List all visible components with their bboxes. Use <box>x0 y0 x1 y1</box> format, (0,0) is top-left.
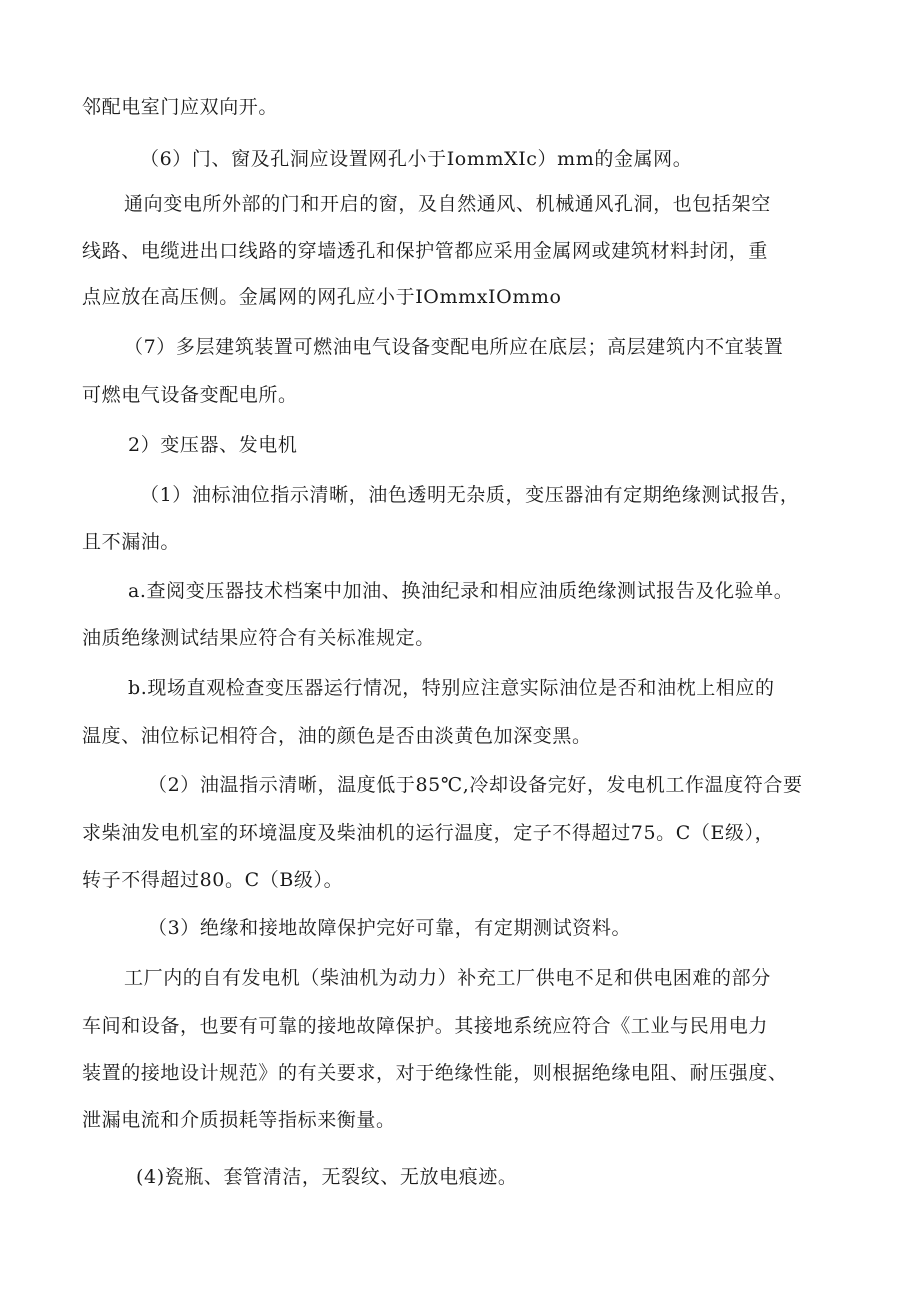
text-line: （6）门、窗及孔洞应设置网孔小于IommXIc）mm的金属网。 <box>140 148 693 170</box>
text-line: 转子不得超过80。C（B级）。 <box>82 869 344 891</box>
text-line: 2）变压器、发电机 <box>128 434 298 456</box>
text-line: （1）油标油位指示清晰，油色透明无杂质，变压器油有定期绝缘测试报告， <box>140 484 800 506</box>
text-line: 且不漏油。 <box>82 531 181 553</box>
text-line: （2）油温指示清晰，温度低于85℃,冷却设备完好，发电机工作温度符合要 <box>148 774 803 796</box>
text-line: （7）多层建筑装置可燃油电气设备变配电所应在底层；高层建筑内不宜装置 <box>124 336 784 358</box>
text-line: a.查阅变压器技术档案中加油、换油纪录和相应油质绝缘测试报告及化验单。 <box>128 580 794 602</box>
text-line: 装置的接地设计规范》的有关要求，对于绝缘性能，则根据绝缘电阻、耐压强度、 <box>82 1062 788 1084</box>
text-line: 车间和设备，也要有可靠的接地故障保护。其接地系统应符合《工业与民用电力 <box>82 1015 769 1037</box>
text-line: 泄漏电流和介质损耗等指标来衡量。 <box>82 1109 396 1131</box>
text-line: （3）绝缘和接地故障保护完好可靠，有定期测试资料。 <box>148 917 632 939</box>
text-line: (4)瓷瓶、套管清洁，无裂纹、无放电痕迹。 <box>136 1166 518 1188</box>
text-line: 线路、电缆进出口线路的穿墙透孔和保护管都应采用金属网或建筑材料封闭，重 <box>82 240 769 262</box>
text-line: 油质绝缘测试结果应符合有关标准规定。 <box>82 627 435 649</box>
text-line: 可燃电气设备变配电所。 <box>82 384 298 406</box>
text-line: 求柴油发电机室的环境温度及柴油机的运行温度，定子不得超过75。C（E级）， <box>82 822 775 844</box>
text-line: 工厂内的自有发电机（柴油机为动力）补充工厂供电不足和供电困难的部分 <box>124 967 771 989</box>
text-line: 温度、油位标记相符合，油的颜色是否由淡黄色加深变黑。 <box>82 725 592 747</box>
text-line: b.现场直观检查变压器运行情况，特别应注意实际油位是否和油枕上相应的 <box>128 677 775 699</box>
text-line: 点应放在高压侧。金属网的网孔应小于IOmmxIOmmo <box>82 286 562 308</box>
text-line: 通向变电所外部的门和开启的窗，及自然通风、机械通风孔洞，也包括架空 <box>124 193 771 215</box>
text-line: 邻配电室门应双向开。 <box>82 96 279 118</box>
